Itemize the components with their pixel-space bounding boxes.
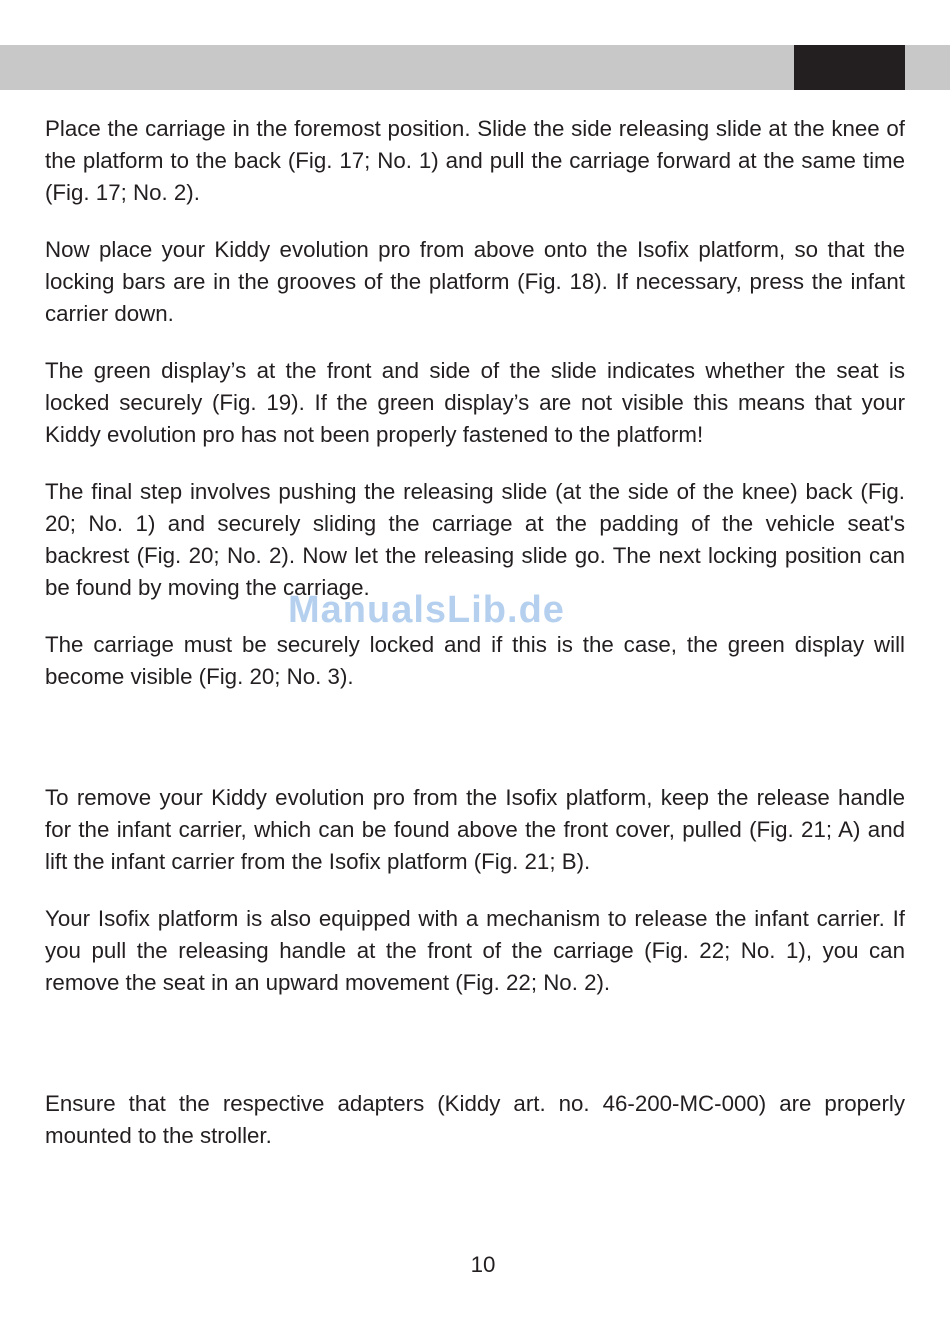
paragraph-8: Ensure that the respective adapters (Kiddy art. no. 46-200-MC-000) are properly mounted to the stroller. bbox=[45, 1091, 905, 1148]
paragraph-3: The green display’s at the front and side of the slide indicates whether the seat is locked securely (Fig. 19). If the green display’s are not visible this means that your Kiddy evolution pro has not been properly fastened to the platform! bbox=[45, 358, 905, 447]
watermark: ManualsLib.de bbox=[288, 589, 565, 631]
page-content bbox=[45, 113, 905, 1152]
paragraph-6: To remove your Kiddy evolution pro from the Isofix platform, keep the release handle for the infant carrier, which can be found above the front cover, pulled (Fig. 21; A) and lift the infant carrier from the Isofix platform (Fig. 21; B). bbox=[45, 785, 905, 874]
paragraph-5: The carriage must be securely locked and if this is the case, the green display will become visible (Fig. 20; No. 3). bbox=[45, 632, 905, 689]
header-block bbox=[794, 45, 905, 90]
paragraph-4: The final step involves pushing the releasing slide (at the side of the knee) back (Fig. 20; No. 1) and securely sliding the carriage at the padding of the vehicle seat's backrest (Fig. 20; No. 2). Now let the releasing slide go. The next locking position can be found by moving the carriage. bbox=[45, 479, 905, 600]
page-number: 10 bbox=[470, 1252, 496, 1277]
paragraph-2: Now place your Kiddy evolution pro from above onto the Isofix platform, so that the locking bars are in the grooves of the platform (Fig. 18). If necessary, press the infant carrier down. bbox=[45, 237, 905, 326]
paragraph-1: Place the carriage in the foremost position. Slide the side releasing slide at the knee of the platform to the back (Fig. 17; No. 1) and pull the carriage forward at the same time (Fig. 17; No. 2). bbox=[45, 116, 905, 205]
paragraph-7: Your Isofix platform is also equipped with a mechanism to release the infant carrier. If you pull the releasing handle at the front of the carriage (Fig. 22; No. 1), you can remove the seat in an upward movement (Fig. 22; No. 2). bbox=[45, 906, 905, 995]
